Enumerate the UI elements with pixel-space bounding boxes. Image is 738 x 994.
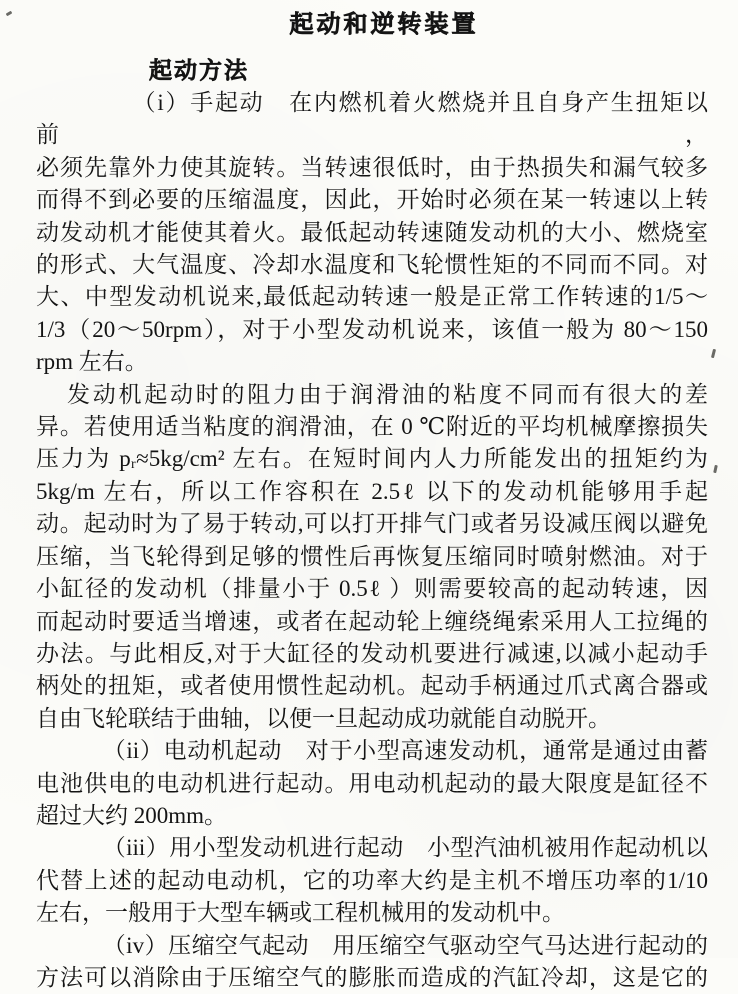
scan-speck [711,349,716,358]
text-line: rpm 左右。 [36,349,148,375]
text-line: 而起动时要适当增速，或者在起动轮上缠绕绳索采用人工拉绳的 [36,608,708,634]
text-line: 超过大约 200mm。 [36,802,228,828]
text-line: 发动机起动时的阻力由于润滑油的粘度不同而有很大的差 [67,381,708,407]
scan-speck [713,465,718,473]
text-line: 5kg/m 左右，所以工作容积在 2.5ℓ 以下的发动机能够用手起 [36,478,708,504]
text-line: 小缸径的发动机（排量小于 0.5ℓ ）则需要较高的起动转速，因 [36,576,708,602]
scan-speck [6,11,13,17]
page-title: 起动和逆转装置 [289,12,479,38]
text-line: 而得不到必要的压缩温度，因此，开始时必须在某一转速以上转 [36,187,708,213]
text-line: 压力为 pᵣ≈5kg/cm² 左右。在短时间内人力所能发出的扭矩约为 [36,446,708,472]
text-line: （ii）电动机起动 对于小型高速发动机，通常是通过由蓄 [102,738,708,764]
text-line: 动。起动时为了易于转动,可以打开排气门或者另设减压阀以避免 [36,511,708,537]
text-line: 方法可以消除由于压缩空气的膨胀而造成的汽缸冷却，这是它的 [36,964,708,990]
text-line: 办法。与此相反,对于大缸径的发动机要进行减速,以减小起动手 [36,640,708,666]
text-line: 必须先靠外力使其旋转。当转速很低时，由于热损失和漏气较多 [36,154,708,180]
text-line: 自由飞轮联结于曲轴，以便一旦起动成功就能自动脱开。 [36,705,611,731]
text-line: 压缩，当飞轮得到足够的惯性后再恢复压缩同时喷射燃油。对于 [36,543,708,569]
text-line: 异。若使用适当粘度的润滑油，在 0 ℃附近的平均机械摩擦损失 [36,414,708,440]
body-text [36,87,708,994]
text-line: 代替上述的起动电动机，它的功率大约是主机不增压功率的1/10 [36,867,708,893]
text-line: 大、中型发动机说来,最低起动转速一般是正常工作转速的1/5～ [36,284,708,310]
text-line: 1/3（20～50rpm），对于小型发动机说来，该值一般为 80～150 [36,316,708,342]
text-line: （i）手起动 在内燃机着火燃烧并且自身产生扭矩以前， [36,90,708,148]
text-line: 电池供电的电动机进行起动。用电动机起动的最大限度是缸径不 [36,770,708,796]
text-line: 柄处的扭矩，或者使用惯性起动机。起动手柄通过爪式离合器或 [36,673,708,699]
text-line: 的形式、大气温度、冷却水温度和飞轮惯性矩的不同而不同。对 [36,252,708,278]
section-heading: 起动方法 [149,58,249,83]
text-line: 左右，一般用于大型车辆或工程机械用的发动机中。 [36,900,565,926]
text-line: （iv）压缩空气起动 用压缩空气驱动空气马达进行起动的 [102,932,708,958]
text-line: （iii）用小型发动机进行起动 小型汽油机被用作起动机以 [102,835,708,861]
text-line: 动发动机才能使其着火。最低起动转速随发动机的大小、燃烧室 [36,219,708,245]
